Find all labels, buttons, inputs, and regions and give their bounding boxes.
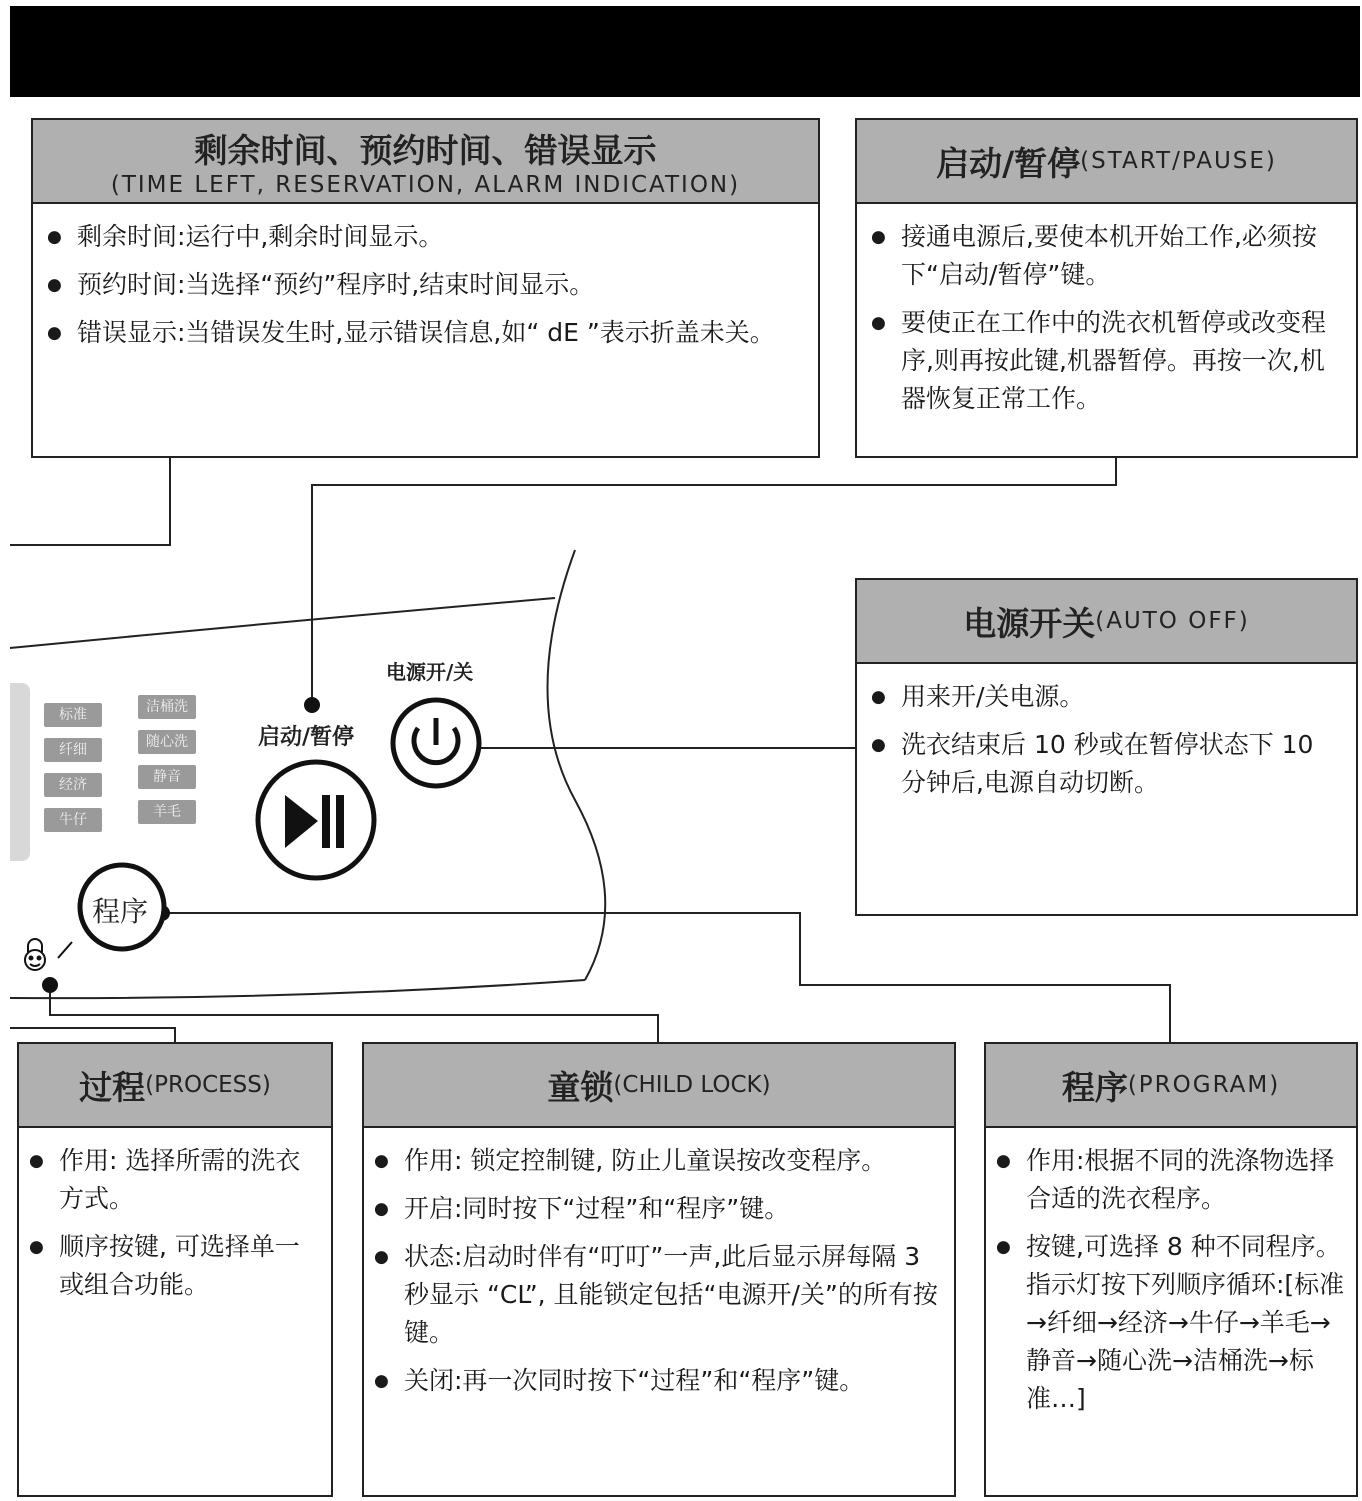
power-button-icon bbox=[393, 700, 479, 786]
program-indicator: 羊毛 bbox=[138, 800, 196, 824]
list-item: ● 洗衣结束后 10 秒或在暂停状态下 10 分钟后,电源自动切断。 bbox=[871, 726, 1342, 802]
start-pause-box bbox=[855, 118, 1358, 458]
list-item: ● 关闭:再一次同时按下“过程”和“程序”键。 bbox=[374, 1362, 944, 1400]
start-pause-label: 启动/暂停 bbox=[258, 725, 355, 750]
display-window bbox=[10, 683, 30, 861]
list-item: ● 作用:根据不同的洗涤物选择合适的洗衣程序。 bbox=[996, 1142, 1346, 1218]
panel-right-edge bbox=[548, 550, 606, 980]
box-header bbox=[19, 1044, 331, 1128]
play-pause-icon bbox=[258, 762, 374, 878]
box-title: 童锁 bbox=[547, 1067, 614, 1107]
list-item: ● 用来开/关电源。 bbox=[871, 678, 1342, 716]
box-subtitle: (PROCESS) bbox=[145, 1072, 271, 1098]
connector-process bbox=[10, 1028, 175, 1042]
list-item: ● 作用: 锁定控制键, 防止儿童误按改变程序。 bbox=[374, 1142, 944, 1180]
list-item: ● 状态:启动时伴有“叮叮”一声,此后显示屏每隔 3 秒显示 “CL”, 且能锁定包括“电源开/关”的所有按键。 bbox=[374, 1238, 944, 1352]
panel-top-edge bbox=[10, 598, 555, 648]
box-title: 过程 bbox=[79, 1067, 146, 1107]
list-item: ● 剩余时间:运行中,剩余时间显示。 bbox=[47, 218, 804, 256]
box-subtitle: (AUTO OFF) bbox=[1095, 608, 1250, 634]
child-lock-box bbox=[362, 1042, 956, 1497]
box-header bbox=[364, 1044, 954, 1128]
list-item: ● 开启:同时按下“过程”和“程序”键。 bbox=[374, 1190, 944, 1228]
box-title: 电源开关 bbox=[963, 603, 1096, 643]
list-item: ● 错误显示:当错误发生时,显示错误信息,如“ dE ”表示折盖未关。 bbox=[47, 314, 804, 352]
box-subtitle: (TIME LEFT, RESERVATION, ALARM INDICATION) bbox=[110, 171, 741, 198]
panel-bottom-edge bbox=[10, 980, 585, 998]
box-title: 剩余时间、预约时间、错误显示 bbox=[194, 130, 657, 170]
connector-time bbox=[10, 456, 170, 545]
time-display-box bbox=[31, 118, 820, 458]
box-header bbox=[986, 1044, 1356, 1128]
box-header bbox=[857, 580, 1356, 664]
start-dot bbox=[304, 697, 320, 713]
program-indicator: 洁桶洗 bbox=[138, 695, 196, 719]
program-indicator: 静音 bbox=[138, 765, 196, 789]
program-button-label[interactable]: 程序 bbox=[92, 895, 149, 928]
list-item: ● 要使正在工作中的洗衣机暂停或改变程序,则再按此键,机器暂停。再按一次,机器恢复正常工作。 bbox=[871, 304, 1342, 418]
lock-dot bbox=[42, 977, 58, 993]
box-subtitle: (PROGRAM) bbox=[1127, 1072, 1281, 1098]
program-indicator: 纤细 bbox=[44, 738, 102, 762]
process-box bbox=[17, 1042, 333, 1497]
program-box bbox=[984, 1042, 1358, 1497]
box-subtitle: (CHILD LOCK) bbox=[613, 1072, 771, 1098]
program-indicator: 随心洗 bbox=[138, 730, 196, 754]
power-label: 电源开/关 bbox=[386, 660, 474, 684]
box-title: 程序 bbox=[1061, 1067, 1128, 1107]
box-header bbox=[33, 120, 818, 204]
program-indicator: 经济 bbox=[44, 773, 102, 797]
list-item: ● 顺序按键, 可选择单一或组合功能。 bbox=[29, 1228, 321, 1304]
power-switch-box bbox=[855, 578, 1358, 916]
box-subtitle: (START/PAUSE) bbox=[1080, 148, 1277, 174]
list-item: ● 预约时间:当选择“预约”程序时,结束时间显示。 bbox=[47, 266, 804, 304]
program-indicator: 牛仔 bbox=[44, 808, 102, 832]
program-indicator: 标准 bbox=[44, 703, 102, 727]
box-title: 启动/暂停 bbox=[936, 143, 1081, 183]
list-item: ● 接通电源后,要使本机开始工作,必须按下“启动/暂停”键。 bbox=[871, 218, 1342, 294]
list-item: ● 按键,可选择 8 种不同程序。指示灯按下列顺序循环:[标准→纤细→经济→牛仔→羊毛→静音→随心洗→洁桶洗→标准…] bbox=[996, 1228, 1346, 1418]
list-item: ● 作用: 选择所需的洗衣方式。 bbox=[29, 1142, 321, 1218]
box-header bbox=[857, 120, 1356, 204]
child-lock-icon bbox=[25, 939, 72, 970]
connector-program bbox=[162, 913, 1170, 1042]
